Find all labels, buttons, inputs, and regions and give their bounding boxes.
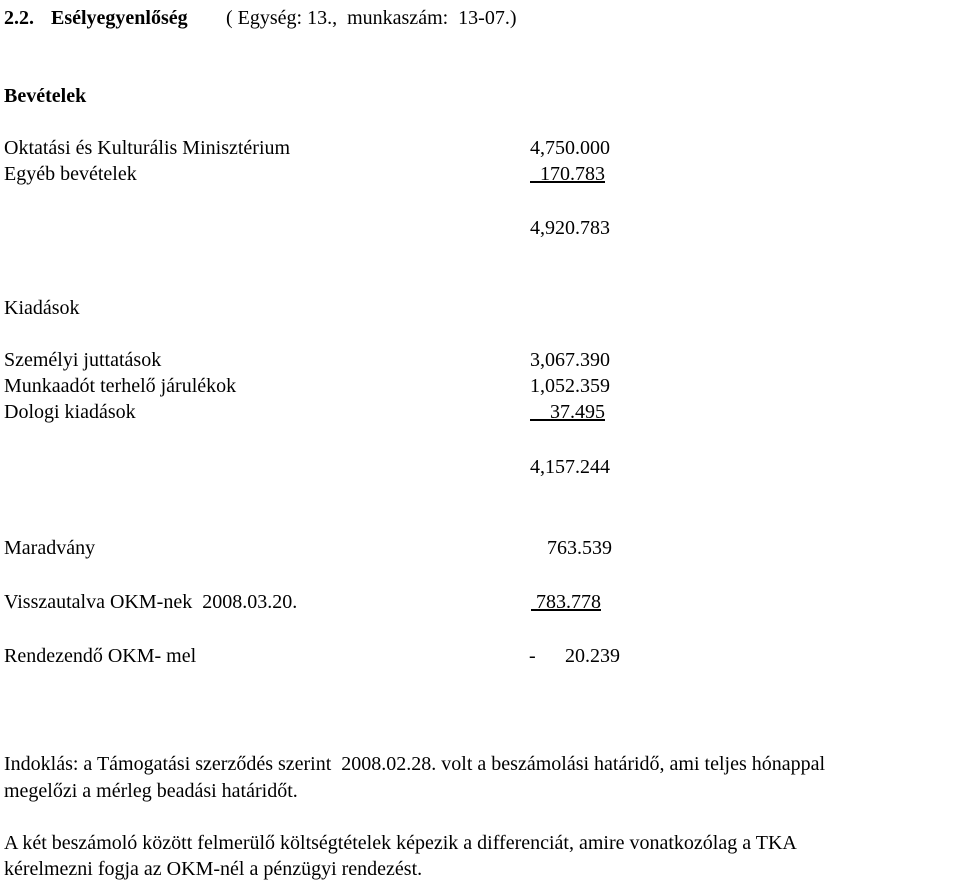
expense-item-label: Dologi kiadások [4, 401, 136, 423]
remainder-label: Maradvány [4, 537, 96, 559]
to-settle-label: Rendezendő OKM- mel [4, 645, 197, 667]
section-detail: ( Egység: 13., munkaszám: 13-07.) [226, 7, 517, 29]
income-item-label: Oktatási és Kulturális Minisztérium [4, 137, 291, 159]
to-settle-sign: - [529, 645, 536, 667]
income-total: 4,920.783 [530, 217, 610, 239]
expense-item-amount: 37.495 [530, 401, 605, 423]
income-item-amount: 170.783 [530, 163, 605, 185]
expenses-title: Kiadások [4, 297, 80, 319]
returned-amount: 783.778 [531, 591, 601, 613]
section-title: Esélyegyenlőség [51, 7, 188, 29]
income-title: Bevételek [4, 85, 87, 107]
justification-line: megelőzi a mérleg beadási határidőt. [4, 780, 298, 802]
expense-item-amount: 1,052.359 [530, 375, 610, 397]
justification-line: kérelmezni fogja az OKM-nél a pénzügyi rendezést. [4, 858, 423, 880]
income-item-amount: 4,750.000 [530, 137, 610, 159]
expense-item-label: Munkaadót terhelő járulékok [4, 375, 237, 397]
section-number: 2.2. [4, 7, 34, 29]
expense-item-label: Személyi juttatások [4, 349, 162, 371]
justification-line: A két beszámoló között felmerülő költségtételek képezik a differenciát, amire vonatkozólag a TKA [4, 832, 797, 854]
income-item-label: Egyéb bevételek [4, 163, 137, 185]
remainder-amount: 763.539 [547, 537, 612, 559]
expense-item-amount: 3,067.390 [530, 349, 610, 371]
expenses-total: 4,157.244 [530, 456, 610, 478]
to-settle-amount: 20.239 [565, 645, 620, 667]
justification-line: Indoklás: a Támogatási szerződés szerint 2008.02.28. volt a beszámolási határidő, ami teljes hónappal [4, 753, 826, 775]
returned-label: Visszautalva OKM-nek 2008.03.20. [4, 591, 298, 613]
